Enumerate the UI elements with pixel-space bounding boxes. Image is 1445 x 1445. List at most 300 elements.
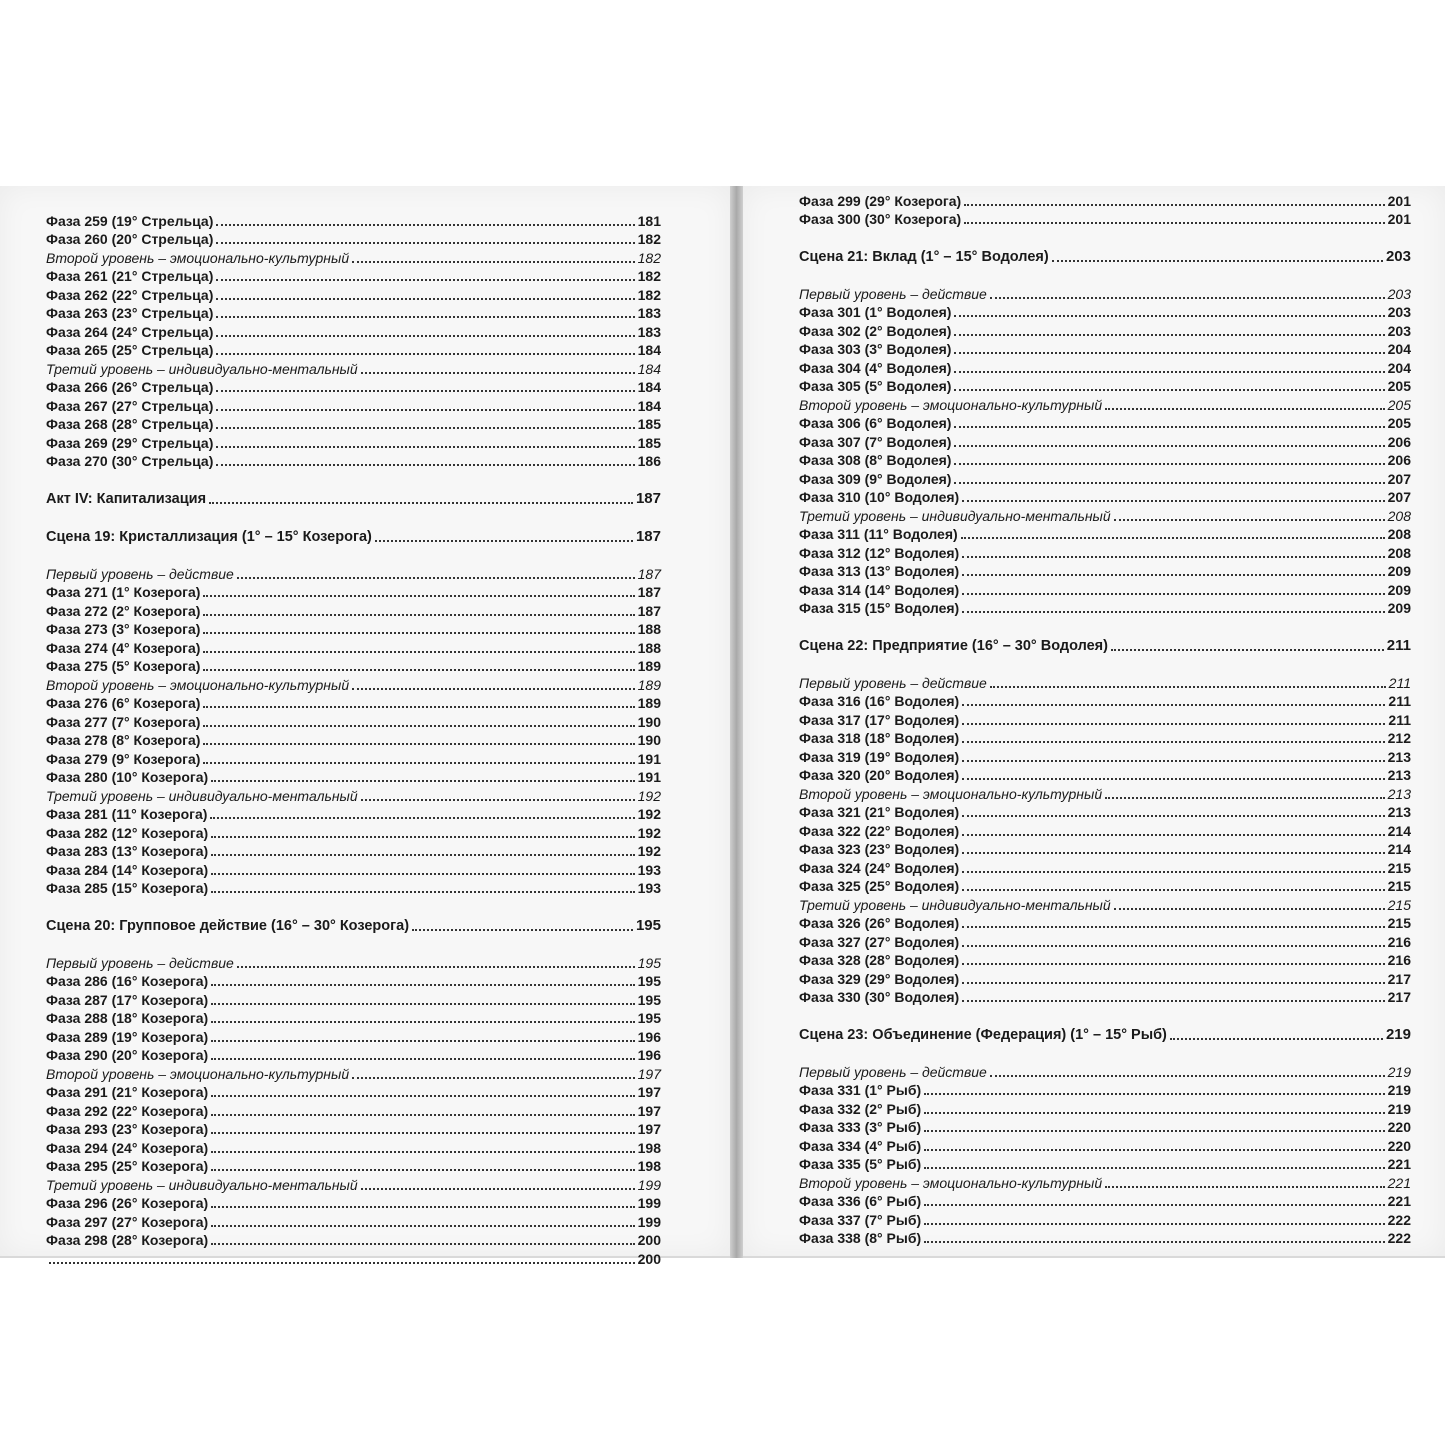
toc-entry: [46, 971, 661, 990]
toc-entry-title: Фаза 279 (9° Козерога): [46, 750, 201, 767]
toc-page-number: 187: [637, 602, 661, 619]
toc-entry-title: Фаза 327 (27° Водолея): [799, 933, 960, 950]
table-of-contents-left: [46, 210, 661, 1267]
toc-page-number: 222: [1387, 1211, 1411, 1228]
toc-page-number: 195: [637, 973, 661, 989]
toc-entry-title: Фаза 273 (3° Козерога): [46, 621, 201, 637]
section-gap: [799, 227, 1411, 245]
dot-leader: [962, 926, 1384, 928]
toc-page-number: 197: [637, 1121, 661, 1137]
toc-entry-title: Второй уровень – эмоционально-культурный: [799, 396, 1103, 413]
toc-entry: [799, 746, 1411, 765]
toc-entry: [46, 1100, 661, 1119]
dot-leader: [961, 537, 1385, 539]
toc-entry: [799, 579, 1411, 598]
toc-entry-title: Первый уровень – действие: [46, 565, 234, 582]
dot-leader: [962, 889, 1384, 891]
toc-page-number: 199: [637, 1213, 661, 1230]
toc-entry: [799, 931, 1411, 950]
toc-entry: [799, 820, 1411, 839]
toc-entry: [799, 450, 1411, 469]
toc-entry-title: Фаза 316 (16° Водолея): [799, 693, 960, 709]
toc-entry-title: Фаза 324 (24° Водолея): [799, 859, 960, 876]
dot-leader: [924, 1241, 1384, 1243]
toc-entry: [46, 1008, 661, 1027]
dot-leader: [1114, 519, 1385, 521]
dot-leader: [1052, 260, 1383, 262]
toc-level-entry: [799, 394, 1411, 413]
toc-entry: [799, 1154, 1411, 1173]
left-page: [0, 186, 730, 1267]
toc-page-number: 195: [635, 917, 661, 934]
toc-entry: [799, 1228, 1411, 1247]
toc-entry-title: Фаза 298 (28° Козерога): [46, 1232, 209, 1248]
toc-page-number: 181: [637, 212, 661, 229]
toc-entry-title: Первый уровень – действие: [799, 285, 987, 302]
dot-leader: [962, 871, 1384, 873]
toc-page-number: 184: [637, 342, 661, 358]
dot-leader: [216, 224, 634, 226]
dot-leader: [203, 725, 634, 727]
toc-entry: [799, 728, 1411, 747]
dot-leader: [924, 1167, 1384, 1169]
section-gap: [799, 616, 1411, 634]
dot-leader: [237, 966, 635, 968]
toc-entry: [799, 524, 1411, 543]
toc-entry: [46, 284, 661, 303]
toc-page-number: 189: [637, 676, 661, 693]
section-gap: [799, 1043, 1411, 1061]
toc-entry: [46, 711, 661, 730]
toc-entry-title: Фаза 260 (20° Стрельца): [46, 231, 214, 247]
dot-leader: [211, 1021, 634, 1023]
toc-entry-title: Третий уровень – индивидуально-ментальный: [799, 507, 1111, 524]
toc-page-number: 208: [1387, 526, 1411, 542]
toc-entry: [799, 413, 1411, 432]
dot-leader: [954, 426, 1384, 428]
dot-leader: [962, 963, 1384, 965]
dot-leader: [954, 334, 1384, 336]
toc-page-number: 217: [1387, 970, 1411, 987]
dot-leader: [962, 741, 1384, 743]
toc-entry: [46, 432, 661, 451]
toc-entry-title: Фаза 286 (16° Козерога): [46, 973, 209, 989]
toc-entry-title: Фаза 325 (25° Водолея): [799, 878, 960, 894]
toc-page-number: 190: [637, 713, 661, 730]
toc-page-number: 188: [637, 621, 661, 637]
toc-page-number: 216: [1387, 952, 1411, 968]
toc-entry-title: Сцена 22: Предприятие (16° – 30° Водолея): [799, 638, 1108, 654]
toc-entry: [46, 210, 661, 229]
toc-entry-title: Фаза 306 (6° Водолея): [799, 415, 952, 431]
toc-entry-title: Фаза 301 (1° Водолея): [799, 304, 952, 320]
toc-entry-title: Фаза 275 (5° Козерога): [46, 658, 201, 674]
toc-entry: [799, 839, 1411, 858]
toc-section-heading: [799, 245, 1411, 265]
dot-leader: [964, 204, 1384, 206]
toc-entry-title: Фаза 261 (21° Стрельца): [46, 268, 214, 284]
toc-page-number: 185: [637, 434, 661, 451]
toc-page-number: 182: [637, 286, 661, 303]
section-gap: [799, 265, 1411, 283]
dot-leader: [237, 577, 635, 579]
toc-entry-title: Второй уровень – эмоционально-культурный: [799, 1174, 1103, 1191]
toc-page-number: 219: [1387, 1082, 1411, 1098]
toc-entry: [799, 320, 1411, 339]
toc-level-entry: [46, 1063, 661, 1082]
toc-level-entry: [46, 674, 661, 693]
toc-entry-title: Акт IV: Капитализация: [46, 491, 207, 507]
toc-entry-title: Фаза 288 (18° Козерога): [46, 1010, 209, 1026]
toc-entry-title: Фаза 271 (1° Козерога): [46, 584, 201, 600]
dot-leader: [962, 982, 1384, 984]
dot-leader: [216, 242, 634, 244]
dot-leader: [990, 297, 1385, 299]
toc-entry-title: Фаза 336 (6° Рыб): [799, 1193, 922, 1209]
toc-entry-title: Фаза 263 (23° Стрельца): [46, 305, 214, 321]
toc-page-number: 192: [637, 787, 661, 804]
section-gap: [46, 934, 661, 952]
toc-entry: [46, 859, 661, 878]
toc-entry-title: Фаза 337 (7° Рыб): [799, 1211, 922, 1228]
toc-entry: [799, 1117, 1411, 1136]
toc-entry-title: Первый уровень – действие: [799, 674, 987, 691]
toc-entry: [46, 767, 661, 786]
toc-entry: [46, 619, 661, 638]
dot-leader: [954, 315, 1384, 317]
toc-entry: [46, 340, 661, 359]
toc-entry-title: Фаза 330 (30° Водолея): [799, 989, 960, 1005]
dot-leader: [216, 353, 634, 355]
toc-entry: [799, 857, 1411, 876]
toc-entry: [46, 377, 661, 396]
toc-page-number: 203: [1387, 304, 1411, 320]
toc-level-entry: [799, 1061, 1411, 1080]
dot-leader: [216, 409, 634, 411]
toc-entry-title: Третий уровень – индивидуально-ментальный: [46, 360, 358, 377]
toc-entry: [799, 468, 1411, 487]
toc-entry-title: Фаза 270 (30° Стрельца): [46, 453, 214, 469]
book-gutter: [730, 186, 743, 1258]
dot-leader: [211, 1114, 634, 1116]
toc-page-number: 187: [637, 584, 661, 600]
toc-entry-title: Фаза 321 (21° Водолея): [799, 804, 960, 820]
dot-leader: [1170, 1038, 1383, 1040]
table-of-contents-right: [799, 190, 1411, 1246]
dot-leader: [962, 834, 1384, 836]
toc-entry: [46, 693, 661, 712]
toc-entry: [799, 431, 1411, 450]
toc-section-heading: [46, 487, 661, 507]
toc-page-number: 197: [637, 1102, 661, 1119]
toc-entry: [46, 266, 661, 285]
toc-page-number: 214: [1387, 822, 1411, 839]
dot-leader: [962, 556, 1384, 558]
toc-entry-title: Фаза 291 (21° Козерога): [46, 1084, 209, 1100]
dot-leader: [352, 261, 635, 263]
toc-entry: [799, 302, 1411, 321]
toc-page-number: 206: [1387, 433, 1411, 450]
toc-entry: [799, 561, 1411, 580]
toc-entry-title: Фаза 310 (10° Водолея): [799, 489, 960, 505]
toc-entry-title: Фаза 300 (30° Козерога): [799, 211, 962, 227]
dot-leader: [962, 611, 1384, 613]
toc-page-number: 198: [637, 1158, 661, 1174]
toc-entry-title: Фаза 307 (7° Водолея): [799, 433, 952, 450]
section-gap: [46, 507, 661, 525]
toc-entry-title: Фаза 276 (6° Козерога): [46, 695, 201, 711]
toc-page-number: 182: [637, 268, 661, 284]
dot-leader: [962, 704, 1385, 706]
toc-entry: [46, 989, 661, 1008]
toc-entry-title: Фаза 281 (11° Козерога): [46, 806, 208, 822]
toc-entry: [799, 691, 1411, 710]
toc-entry: [46, 748, 661, 767]
toc-entry-title: Фаза 278 (8° Козерога): [46, 732, 201, 748]
toc-page-number: 214: [1387, 841, 1411, 857]
toc-entry-title: Фаза 322 (22° Водолея): [799, 822, 960, 839]
toc-entry-title: Фаза 333 (3° Рыб): [799, 1119, 922, 1135]
toc-entry-title: Фаза 284 (14° Козерога): [46, 861, 209, 878]
toc-page-number: 183: [637, 323, 661, 340]
toc-page-number: 199: [637, 1176, 661, 1193]
toc-entry: [799, 1191, 1411, 1210]
toc-page-number: 205: [1387, 415, 1411, 431]
toc-entry-title: Фаза 269 (29° Стрельца): [46, 434, 214, 451]
toc-entry: [799, 339, 1411, 358]
toc-entry-title: Фаза 319 (19° Водолея): [799, 748, 960, 765]
dot-leader: [962, 945, 1384, 947]
toc-level-entry: [799, 894, 1411, 913]
toc-entry-title: Фаза 314 (14° Водолея): [799, 581, 960, 598]
dot-leader: [964, 222, 1384, 224]
section-gap: [46, 545, 661, 563]
dot-leader: [211, 780, 634, 782]
section-gap: [46, 896, 661, 914]
dot-leader: [216, 279, 634, 281]
dot-leader: [216, 427, 634, 429]
toc-entry-title: Фаза 268 (28° Стрельца): [46, 416, 214, 432]
toc-entry: [46, 1137, 661, 1156]
dot-leader: [954, 352, 1384, 354]
toc-entry: [46, 395, 661, 414]
toc-page-number: 212: [1387, 730, 1411, 746]
toc-page-number: 203: [1385, 248, 1411, 265]
toc-page-number: 182: [637, 249, 661, 266]
dot-leader: [990, 1075, 1385, 1077]
toc-page-number: 205: [1387, 378, 1411, 394]
toc-page-number: 189: [637, 658, 661, 674]
toc-entry-title: Фаза 295 (25° Козерога): [46, 1158, 209, 1174]
toc-page-number: 220: [1387, 1119, 1411, 1135]
toc-entry: [46, 730, 661, 749]
toc-page-number: 196: [637, 1028, 661, 1045]
toc-page-number: 205: [1387, 396, 1411, 413]
toc-entry-title: Фаза 294 (24° Козерога): [46, 1139, 209, 1156]
toc-entry-title: Фаза 328 (28° Водолея): [799, 952, 960, 968]
toc-page-number: 192: [637, 806, 661, 822]
section-gap: [799, 654, 1411, 672]
toc-entry-title: Фаза 272 (2° Козерога): [46, 602, 201, 619]
dot-leader: [216, 446, 634, 448]
toc-entry: [799, 598, 1411, 617]
toc-page-number: 186: [637, 453, 661, 469]
dot-leader: [203, 595, 634, 597]
dot-leader: [211, 1132, 634, 1134]
toc-level-entry: [799, 672, 1411, 691]
toc-page-number: 187: [637, 565, 661, 582]
toc-page-number: 215: [1387, 896, 1411, 913]
toc-entry-title: Фаза 308 (8° Водолея): [799, 452, 952, 468]
toc-entry: [46, 600, 661, 619]
toc-page-number: 203: [1387, 322, 1411, 339]
toc-entry: [46, 582, 661, 601]
toc-page-number: 216: [1387, 933, 1411, 950]
dot-leader: [203, 706, 634, 708]
dot-leader: [209, 502, 633, 504]
toc-entry: [799, 1080, 1411, 1099]
toc-entry: [46, 303, 661, 322]
toc-entry: [799, 802, 1411, 821]
dot-leader: [1105, 1186, 1385, 1188]
toc-entry-title: Фаза 296 (26° Козерога): [46, 1195, 209, 1211]
dot-leader: [216, 335, 634, 337]
dot-leader: [954, 389, 1384, 391]
toc-entry: [46, 321, 661, 340]
dot-leader: [361, 799, 635, 801]
dot-leader: [211, 1151, 634, 1153]
toc-page-number: 208: [1387, 544, 1411, 561]
toc-page-number: 222: [1387, 1230, 1411, 1246]
toc-entry-title: Фаза 282 (12° Козерога): [46, 824, 209, 841]
toc-page-number: 184: [637, 379, 661, 395]
toc-entry-title: Второй уровень – эмоционально-культурный: [799, 785, 1103, 802]
toc-entry: [799, 487, 1411, 506]
toc-page-number: 217: [1387, 989, 1411, 1005]
toc-entry: [46, 804, 661, 823]
toc-entry: [799, 987, 1411, 1006]
toc-entry-title: Фаза 280 (10° Козерога): [46, 769, 209, 785]
toc-page-number: 187: [635, 490, 661, 507]
toc-page-number: 184: [637, 397, 661, 414]
dot-leader: [211, 854, 634, 856]
toc-entry-title: Первый уровень – действие: [799, 1063, 987, 1080]
toc-page-number: 199: [637, 1195, 661, 1211]
toc-page-number: 184: [637, 360, 661, 377]
section-gap: [46, 469, 661, 487]
toc-page-number: 206: [1387, 452, 1411, 468]
toc-entry-title: Фаза 267 (27° Стрельца): [46, 397, 214, 414]
toc-entry-title: Фаза 304 (4° Водолея): [799, 359, 952, 376]
dot-leader: [203, 669, 634, 671]
toc-entry-title: Сцена 19: Кристаллизация (1° – 15° Козерога): [46, 529, 372, 545]
toc-level-entry: [46, 952, 661, 971]
toc-entry-title: Второй уровень – эмоционально-культурный: [46, 676, 350, 693]
toc-entry: [46, 1248, 661, 1267]
toc-entry: [46, 1211, 661, 1230]
toc-entry: [46, 1119, 661, 1138]
toc-entry: [46, 414, 661, 433]
toc-entry-title: Фаза 259 (19° Стрельца): [46, 212, 214, 229]
toc-entry-title: Фаза 323 (23° Водолея): [799, 841, 960, 857]
toc-page-number: 211: [1388, 674, 1411, 691]
dot-leader: [211, 891, 634, 893]
toc-entry-title: Фаза 320 (20° Водолея): [799, 767, 960, 783]
dot-leader: [962, 760, 1384, 762]
toc-entry-title: Фаза 283 (13° Козерога): [46, 843, 209, 859]
dot-leader: [924, 1130, 1384, 1132]
toc-entry: [799, 357, 1411, 376]
toc-page-number: 204: [1387, 341, 1411, 357]
toc-entry-title: Сцена 23: Объединение (Федерация) (1° – 15° Рыб): [799, 1027, 1167, 1043]
toc-level-entry: [46, 563, 661, 582]
section-gap: [799, 1005, 1411, 1023]
toc-page-number: 187: [635, 528, 661, 545]
toc-page-number: 195: [637, 1010, 661, 1026]
toc-entry: [46, 1082, 661, 1101]
toc-page-number: 213: [1387, 804, 1411, 820]
toc-page-number: 221: [1387, 1193, 1411, 1209]
toc-level-entry: [799, 283, 1411, 302]
toc-level-entry: [799, 1172, 1411, 1191]
dot-leader: [211, 1169, 634, 1171]
toc-page-number: 211: [1386, 637, 1411, 654]
dot-leader: [211, 1206, 634, 1208]
toc-entry-title: Фаза 335 (5° Рыб): [799, 1156, 922, 1172]
toc-section-heading: [46, 914, 661, 934]
dot-leader: [216, 298, 634, 300]
dot-leader: [962, 723, 1385, 725]
dot-leader: [924, 1112, 1384, 1114]
toc-page-number: 197: [637, 1065, 661, 1082]
toc-entry: [799, 1098, 1411, 1117]
dot-leader: [954, 482, 1384, 484]
toc-entry-title: Фаза 338 (8° Рыб): [799, 1230, 922, 1246]
toc-entry: [799, 950, 1411, 969]
toc-entry-title: Третий уровень – индивидуально-ментальный: [46, 1176, 358, 1193]
toc-entry: [46, 637, 661, 656]
dot-leader: [954, 445, 1384, 447]
toc-entry: [46, 1230, 661, 1249]
dot-leader: [924, 1223, 1384, 1225]
dot-leader: [962, 778, 1384, 780]
toc-entry: [46, 229, 661, 248]
toc-entry-title: Фаза 331 (1° Рыб): [799, 1082, 922, 1098]
toc-page-number: 215: [1387, 859, 1411, 876]
dot-leader: [352, 1077, 635, 1079]
toc-page-number: 209: [1387, 581, 1411, 598]
dot-leader: [216, 464, 634, 466]
toc-entry-title: Фаза 329 (29° Водолея): [799, 970, 960, 987]
dot-leader: [361, 372, 635, 374]
toc-entry: [46, 822, 661, 841]
toc-entry-title: Фаза 264 (24° Стрельца): [46, 323, 214, 340]
dot-leader: [361, 1188, 635, 1190]
toc-entry-title: Фаза 287 (17° Козерога): [46, 991, 209, 1008]
dot-leader: [211, 1040, 634, 1042]
toc-page-number: 191: [637, 750, 661, 767]
dot-leader: [990, 686, 1386, 688]
dot-leader: [962, 1000, 1384, 1002]
toc-entry-title: Фаза 334 (4° Рыб): [799, 1137, 922, 1154]
toc-entry: [799, 190, 1411, 209]
toc-page-number: 193: [637, 880, 661, 896]
toc-entry: [799, 1209, 1411, 1228]
toc-entry-title: Фаза 326 (26° Водолея): [799, 915, 960, 931]
toc-level-entry: [799, 505, 1411, 524]
toc-page-number: 195: [637, 954, 661, 971]
toc-entry-title: Фаза 332 (2° Рыб): [799, 1100, 922, 1117]
